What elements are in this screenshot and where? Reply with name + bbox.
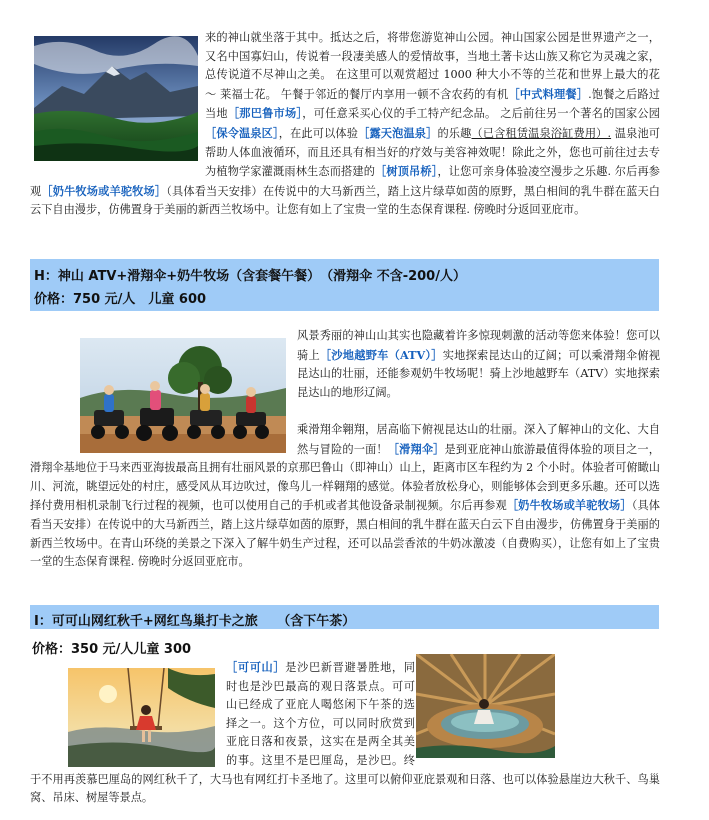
keyword-dairy-farm: ［奶牛牧场或羊驼牧场］ — [41, 183, 167, 198]
keyword-cocoa-hill: ［可可山］ — [226, 660, 286, 674]
h-text-4: 是到亚庇神山旅游最值得体验的项目之一，滑翔伞基地位于马来西亚海拔最高且拥有壮丽风景的京那巴鲁山（即神山）山上，距离市区车程约为 2 个小时。体验者可俯瞰山川、河流，眺望远处的村庄，感受风从耳边吹过，像鸟儿一样翱翔的感觉。体验者放松身心，则能够体会到更多乐趣。还可以选择付费用相机录制飞行过程的视频，也可以使用自己的手机或者其他设备录制视频。尔后再参观 — [30, 442, 660, 513]
section-h-paragraph — [30, 421, 660, 572]
float-spacer — [30, 421, 297, 459]
g-text-1: 来的神山就坐落于其中。抵达之后，将带您游览神山公园。神山国家公园是世界遗产之一，又名中国寡妇山，传说着一段凄美感人的爱情故事，当地土著卡达山族又称它为灵魂之家，总传说道不尽神山之美。 在这里可以观赏超过 1000 种大小不等的兰花和世界上最大的花 ～ 莱福士花。 午餐于邻近的餐厅内享用一顿不含农药的有机 — [205, 31, 660, 101]
section-h-price: 价格：750 元/人 儿童 600 — [34, 292, 207, 307]
g-text-4: ，在此可以体验 — [278, 126, 359, 140]
g-underlined-note: （已含租赁温泉浴缸费用）. — [471, 126, 612, 140]
g-text-5: 的乐趣 — [437, 126, 472, 140]
float-spacer — [30, 29, 205, 177]
float-spacer-left — [30, 658, 226, 762]
section-h-header — [30, 259, 659, 311]
keyword-chinese-meal: ［中式料理餐］ — [508, 86, 589, 101]
section-h-title: H：神山 ATV+滑翔伞+奶牛牧场（含套餐午餐） （滑翔伞 不含-200/人） — [34, 269, 466, 284]
float-spacer-mid — [415, 658, 563, 762]
section-i-price: 价格：350 元/人儿童 300 — [32, 642, 192, 657]
section-i-header — [30, 605, 659, 629]
g-text-3: ，可任意采买心仪的手工特产纪念品。 之后前往另一个著名的国家公园 — [302, 107, 660, 121]
keyword-paragliding: ［滑翔伞］ — [387, 441, 445, 456]
keyword-atv: ［沙地越野车（ATV）］ — [319, 347, 443, 362]
g-text-8: （具体看当天安排）在传说中的大马新西兰，踏上这片绿草如茵的原野，黑白相间的乳牛群在蓝天白云下自由漫步，仿佛置身于美丽的新西兰牧场中。让您有如上了宝贵一堂的生态保育课程. 傍晚时分返回亚庇市。 — [30, 184, 660, 217]
i-text-1: 是沙巴新晋避暑胜地，同时也是沙巴最高的观日落景点。可可山已经成了亚庇人喝悠闲下午茶的选择之一。这个方位，可以同时欣赏到亚庇日落和夜景，这实在是两全其美的事。这里不是巴厘岛，是沙巴。终于不用再羡慕巴厘岛的网红秋千了，大马也有网红打卡圣地了。这里可以俯仰亚庇景观和日落、也可以体验悬崖边大秋千、鸟巢窝、吊床、树屋等景点。 — [30, 661, 660, 805]
h-text-2: 实地探索昆达山的辽阔；可以乘滑翔伞俯视昆达山的壮丽，还能参观奶牛牧场呢！骑上沙地越野车（ATV）实地探索昆达山的地形辽阔。 — [297, 348, 660, 399]
section-g-paragraph — [30, 29, 660, 220]
h-text-5: （具体看当天安排）在传说中的大马新西兰，踏上这片绿草如茵的原野，黑白相间的乳牛群在蓝天白云下自由漫步，仿佛置身于美丽的新西兰牧场中。在青山环绕的美景之下深入了解牛奶生产过程，还可以品尝香浓的牛奶冰激凌（自费购买），让您有如上了宝贵一堂的生态保育课程. 傍晚时分返回亚庇市。 — [30, 499, 660, 569]
section-h-intro — [297, 327, 660, 402]
section-i-paragraph — [30, 658, 660, 808]
section-i-text — [30, 658, 660, 808]
float-spacer-right — [563, 658, 660, 754]
keyword-nabalu-market: ［那巴鲁市场］ — [227, 106, 303, 121]
g-text-2: .饱餐之后路过当地 — [205, 87, 660, 121]
g-text-7: ，让您可亲身体验凌空漫步之乐趣. 尔后再参观 — [30, 165, 660, 198]
keyword-dairy-farm-h: ［奶牛牧场或羊驼牧场］ — [506, 498, 632, 513]
keyword-open-air-spring: ［露天泡温泉］ — [358, 125, 438, 140]
g-text-6: 温泉池可帮助人体血液循环，而且还具有相当好的疗效与美容神效呢！除此之外，您也可前往过去专为植物学家灌溉雨林生态而搭建的 — [205, 126, 660, 179]
h-text-3: 乘滑翔伞翱翔，居高临下俯视昆达山的壮丽。深入了解神山的文化、大自然与冒险的一面！ — [297, 423, 660, 456]
keyword-poring-hot-spring: ［保令温泉区］ — [205, 125, 279, 140]
h-text-1: 风景秀丽的神山山其实也隐藏着许多惊现刺激的活动等您来体验！您可以骑上 — [297, 329, 660, 362]
section-i-title: I：可可山网红秋千+网红鸟巢打卡之旅 （含下午茶） — [34, 614, 356, 629]
section-g-text — [30, 29, 660, 220]
section-h-intro-text — [297, 327, 660, 402]
section-h-text — [30, 421, 660, 572]
keyword-canopy-walk: ［树顶吊桥］ — [375, 164, 438, 179]
